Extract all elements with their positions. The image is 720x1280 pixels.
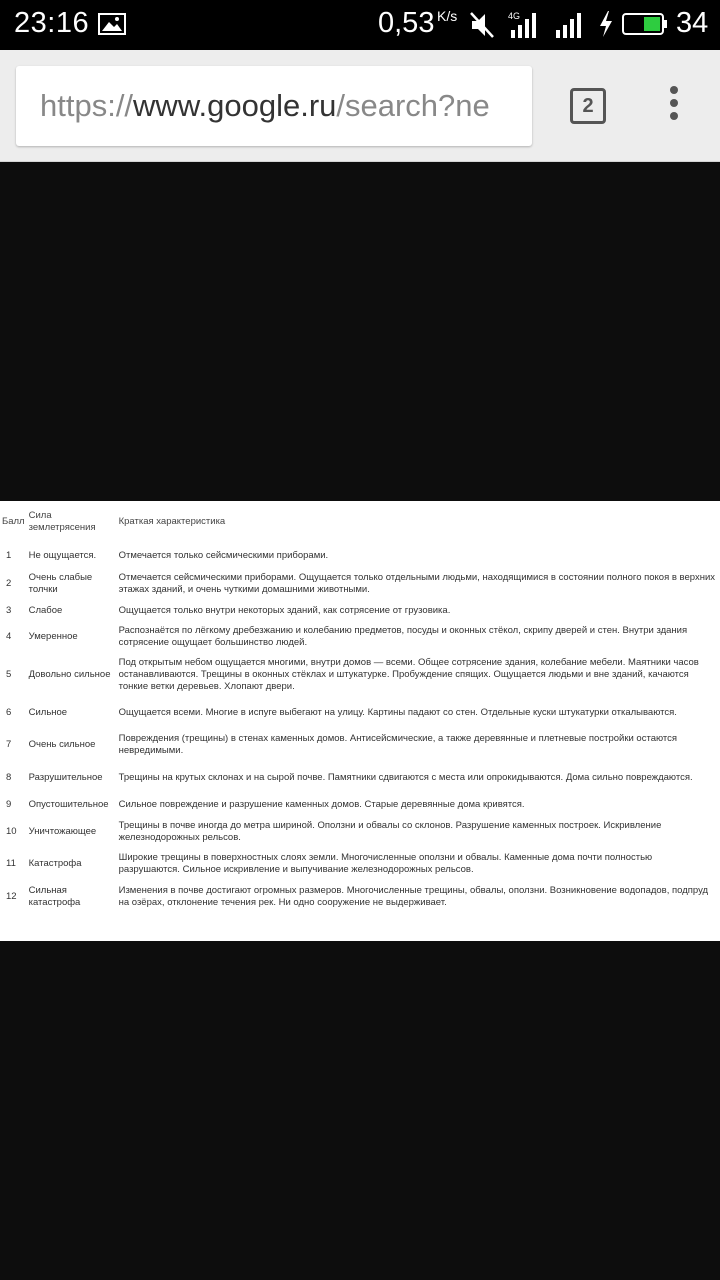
row-score: 5 [6, 669, 12, 680]
image-viewer[interactable] [0, 163, 720, 1280]
row-strength: Очень сильное [28, 739, 96, 750]
table-row [0, 762, 718, 794]
row-description: Ощущается всеми. Многие в испуге выбегают на улицу. Картины падают со стен. Отдельные куски штукатурки откалываются. [118, 707, 677, 718]
table-row [0, 816, 718, 848]
url-host: www.google.ru [133, 88, 337, 123]
row-strength: Сильное [28, 707, 68, 718]
mute-icon [468, 10, 496, 40]
row-description: Трещины на крутых склонах и на сырой почве. Памятники сдвигаются с места или опрокидываются. Дома сильно повреждаются. [118, 772, 693, 783]
row-strength: Сильная катастрофа [28, 885, 81, 908]
table-row [0, 794, 718, 816]
row-strength: Опустошительное [28, 799, 109, 810]
row-strength: Разрушительное [28, 772, 103, 783]
row-strength: Очень слабые толчки [28, 572, 93, 595]
table-row [0, 568, 718, 600]
row-strength: Слабое [28, 605, 63, 616]
row-score: 9 [6, 799, 12, 810]
image-icon [98, 13, 126, 35]
row-description: Под открытым небом ощущается многими, внутри домов — всеми. Общее сотрясение здания, колебание мебели. Маятники часов останавливаются. Трещины в оконных стёклах и штукатурке. Пробуждение спящих. Ощущается людьми и вне зданий, качаются тонкие ветки деревьев. Хлопают двери. [118, 657, 699, 692]
earthquake-table-image [0, 501, 720, 941]
row-description: Ощущается только внутри некоторых зданий, как сотрясение от грузовика. [118, 605, 451, 616]
url-scheme: https:// [40, 88, 134, 123]
network-speed: 0,53 [378, 7, 435, 39]
row-score: 2 [6, 578, 12, 589]
row-strength: Не ощущается. [28, 549, 97, 561]
earthquake-table [0, 501, 718, 914]
battery-icon [622, 13, 668, 35]
row-description: Широкие трещины в поверхностных слоях земли. Многочисленные оползни и обвалы. Каменные дома почти полностью разрушаются. Сильное искривление и выпучивание железнодорожных рельсов. [118, 852, 653, 875]
table-row [0, 600, 718, 622]
header-score: Балл [2, 516, 25, 527]
row-score: 6 [6, 707, 12, 718]
url-path: /search?ne [336, 88, 490, 123]
table-row [0, 543, 718, 568]
network-speed-unit: K/s [437, 8, 458, 24]
signal-icon [553, 10, 589, 38]
table-row [0, 652, 718, 698]
table-row [0, 698, 718, 728]
row-description: Сильное повреждение и разрушение каменных домов. Старые деревянные дома кривятся. [118, 799, 525, 810]
tab-switcher-button[interactable]: 2 [570, 88, 606, 124]
table-row [0, 880, 718, 914]
url-bar[interactable] [16, 66, 532, 146]
row-score: 7 [6, 739, 12, 750]
overflow-menu-icon[interactable] [664, 86, 684, 126]
row-description: Повреждения (трещины) в стенах каменных домов. Антисейсмические, а также деревянные и плетневые постройки остаются невредимыми. [118, 733, 678, 756]
network-type-label: 4G [508, 11, 521, 21]
table-row [0, 728, 718, 762]
row-description: Отмечается только сейсмическими приборами. [118, 549, 329, 561]
row-description: Трещины в почве иногда до метра шириной. Оползни и обвалы со склонов. Разрушение каменных построек. Искривление железнодорожных рельсов. [118, 820, 662, 843]
header-description: Краткая характеристика [118, 516, 226, 527]
row-score: 4 [6, 631, 12, 642]
row-strength: Катастрофа [28, 858, 82, 869]
signal-4g-icon [508, 10, 544, 38]
row-score: 11 [6, 858, 16, 869]
row-strength: Умеренное [28, 631, 78, 642]
row-score: 8 [6, 772, 12, 783]
table-row [0, 622, 718, 652]
header-strength: Сила землетрясения [28, 510, 96, 533]
table-header-row [0, 501, 718, 543]
row-score: 3 [6, 605, 12, 616]
status-bar [0, 0, 720, 50]
row-description: Изменения в почве достигают огромных размеров. Многочисленные трещины, обвалы, оползни. Возникновение водопадов, подпруд на озёрах, отклонение течения рек. Ни одно сооружение не выдерживает. [118, 885, 709, 908]
row-description: Распознаётся по лёгкому дребезжанию и колебанию предметов, посуды и оконных стёкол, скрипу дверей и стен. Внутри здания сотрясение ощущает большинство людей. [118, 625, 688, 648]
row-strength: Уничтожающее [28, 826, 97, 837]
row-score: 1 [6, 549, 12, 561]
row-score: 12 [6, 891, 17, 902]
table-row [0, 848, 718, 880]
row-score: 10 [6, 826, 17, 837]
browser-toolbar [0, 50, 720, 162]
charging-icon [597, 10, 615, 38]
battery-level: 34 [676, 7, 709, 39]
row-description: Отмечается сейсмическими приборами. Ощущается только отдельными людьми, находящимися в состоянии полного покоя в верхних этажах зданий, и очень чуткими домашними животными. [118, 572, 716, 595]
row-strength: Довольно сильное [28, 669, 111, 680]
status-time: 23:16 [14, 7, 90, 39]
